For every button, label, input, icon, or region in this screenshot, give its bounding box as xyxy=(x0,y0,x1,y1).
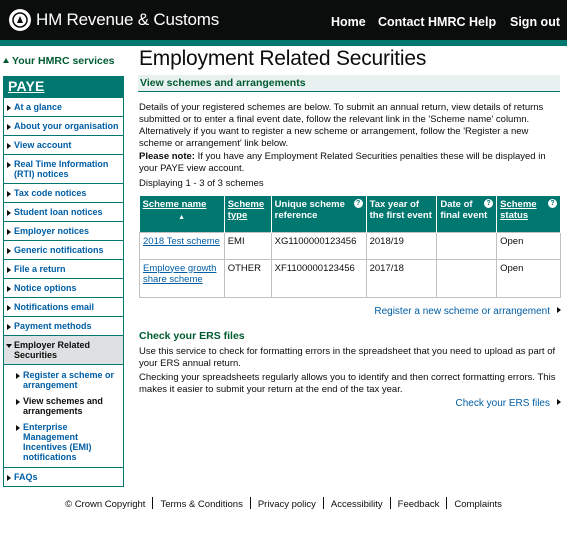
nav-home-link[interactable]: Home xyxy=(331,15,366,29)
sidebar-item-notifications-email[interactable]: Notifications email xyxy=(4,297,123,316)
tax-year-cell: 2017/18 xyxy=(366,259,437,297)
table-row xyxy=(140,232,561,259)
sort-ascending-icon: ▲ xyxy=(178,214,186,221)
sidebar-item-file-a-return[interactable]: File a return xyxy=(4,259,123,278)
table-row xyxy=(140,259,561,297)
table-header-row xyxy=(140,196,561,232)
results-count: Displaying 1 - 3 of 3 schemes xyxy=(139,178,264,189)
scheme-type-cell: EMI xyxy=(224,232,271,259)
note-label: Please note: xyxy=(139,151,195,162)
sidebar-item-tax-code-notices[interactable]: Tax code notices xyxy=(4,183,123,202)
register-scheme-link[interactable]: Register a new scheme or arrangement xyxy=(374,306,561,317)
penalties-note xyxy=(139,151,563,175)
scheme-name-link[interactable]: Employee growth share scheme xyxy=(143,262,217,285)
ers-files-heading: Check your ERS files xyxy=(139,330,245,342)
scheme-type-cell: OTHER xyxy=(224,259,271,297)
section-heading: View schemes and arrangements xyxy=(138,75,560,92)
nav-help-link[interactable]: Help xyxy=(469,15,497,29)
check-ers-files-link[interactable]: Check your ERS files xyxy=(456,398,561,409)
sidebar-item-at-a-glance[interactable]: At a glance xyxy=(4,97,123,116)
column-header-tax-year: Tax year of the first event xyxy=(366,196,437,232)
column-header-unique-reference: Unique scheme reference ? xyxy=(271,196,366,232)
scheme-name-cell xyxy=(140,232,225,259)
footer-complaints-link[interactable]: Complaints xyxy=(454,499,502,510)
final-event-cell xyxy=(437,259,497,297)
sidebar-item-employer-notices[interactable]: Employer notices xyxy=(4,221,123,240)
sidebar-item-employer-related-securities[interactable]: Employer Related Securities xyxy=(4,335,123,364)
sidebar-subitem-register-scheme[interactable]: Register a scheme or arrangement xyxy=(4,367,123,393)
footer-feedback-link[interactable]: Feedback xyxy=(397,499,440,510)
scheme-name-link[interactable]: 2018 Test scheme xyxy=(143,235,220,247)
sidebar-item-notice-options[interactable]: Notice options xyxy=(4,278,123,297)
brand-name[interactable]: HM Revenue & Customs xyxy=(36,10,220,29)
sidebar-item-faqs[interactable]: FAQs xyxy=(4,467,123,486)
scheme-status-cell: Open xyxy=(497,232,561,259)
help-icon[interactable]: ? xyxy=(354,199,363,208)
sidebar-nav xyxy=(3,76,124,487)
ers-files-description: Use this service to check for formatting errors in the spreadsheet that you need to upload as part of your ERS annual return. xyxy=(139,346,556,369)
footer-copyright: © Crown Copyright xyxy=(65,499,146,510)
footer-terms-link[interactable]: Terms & Conditions xyxy=(160,499,243,510)
column-header-scheme-type[interactable]: Scheme type xyxy=(224,196,271,232)
header-accent-strip xyxy=(0,40,567,46)
sidebar-subitem-emi-notifications[interactable]: Enterprise Management Incentives (EMI) notifications xyxy=(4,419,123,465)
final-event-cell xyxy=(437,232,497,259)
sidebar-item-generic-notifications[interactable]: Generic notifications xyxy=(4,240,123,259)
sidebar-subgroup-ers xyxy=(4,364,123,467)
footer-privacy-link[interactable]: Privacy policy xyxy=(257,499,316,510)
column-header-scheme-status[interactable]: Scheme status ? xyxy=(497,196,561,232)
intro-text: Details of your registered schemes are below. To submit an annual return, view details of returns submitted or to enter a final event date, follow the relevant link in the 'Scheme name' column. Alternatively if you want to register a new scheme or arrangement, follow the 'Register a new scheme or arrangement' link below. xyxy=(139,102,544,149)
sidebar-heading-paye[interactable]: PAYE xyxy=(4,77,123,97)
nav-contact-hmrc-link[interactable]: Contact HMRC xyxy=(378,15,466,29)
sidebar-item-student-loan-notices[interactable]: Student loan notices xyxy=(4,202,123,221)
column-header-scheme-name[interactable]: Scheme name ▲ xyxy=(140,196,225,232)
tax-year-cell: 2018/19 xyxy=(366,232,437,259)
help-icon[interactable]: ? xyxy=(484,199,493,208)
hmrc-crest-icon xyxy=(9,9,31,31)
sidebar-subitem-view-schemes[interactable]: View schemes and arrangements xyxy=(4,393,123,419)
top-bar xyxy=(0,0,567,40)
sidebar-item-payment-methods[interactable]: Payment methods xyxy=(4,316,123,335)
page-title: Employment Related Securities xyxy=(139,47,427,70)
scheme-reference-cell: XF1100000123456 xyxy=(271,259,366,297)
sidebar-item-about-organisation[interactable]: About your organisation xyxy=(4,116,123,135)
note-text: If you have any Employment Related Securities penalties these will be displayed in your PAYE view account. xyxy=(139,151,546,174)
footer-accessibility-link[interactable]: Accessibility xyxy=(330,499,383,510)
ers-files-benefit-text: Checking your spreadsheets regularly allows you to identify and then correct formatting errors. This makes it easier to submit your return at the end of the tax year. xyxy=(139,372,556,395)
schemes-table xyxy=(139,196,561,298)
triangle-up-icon xyxy=(3,58,9,63)
scheme-status-cell: Open xyxy=(497,259,561,297)
scheme-reference-cell: XG1100000123456 xyxy=(271,232,366,259)
your-services-link[interactable]: Your HMRC services xyxy=(3,55,115,67)
sidebar-item-rti-notices[interactable]: Real Time Information (RTI) notices xyxy=(4,154,123,183)
help-icon[interactable]: ? xyxy=(548,199,557,208)
scheme-name-cell xyxy=(140,259,225,297)
sidebar-item-view-account[interactable]: View account xyxy=(4,135,123,154)
footer xyxy=(0,497,567,510)
column-header-final-event-date: Date of final event ? xyxy=(437,196,497,232)
nav-sign-out-link[interactable]: Sign out xyxy=(510,15,560,29)
